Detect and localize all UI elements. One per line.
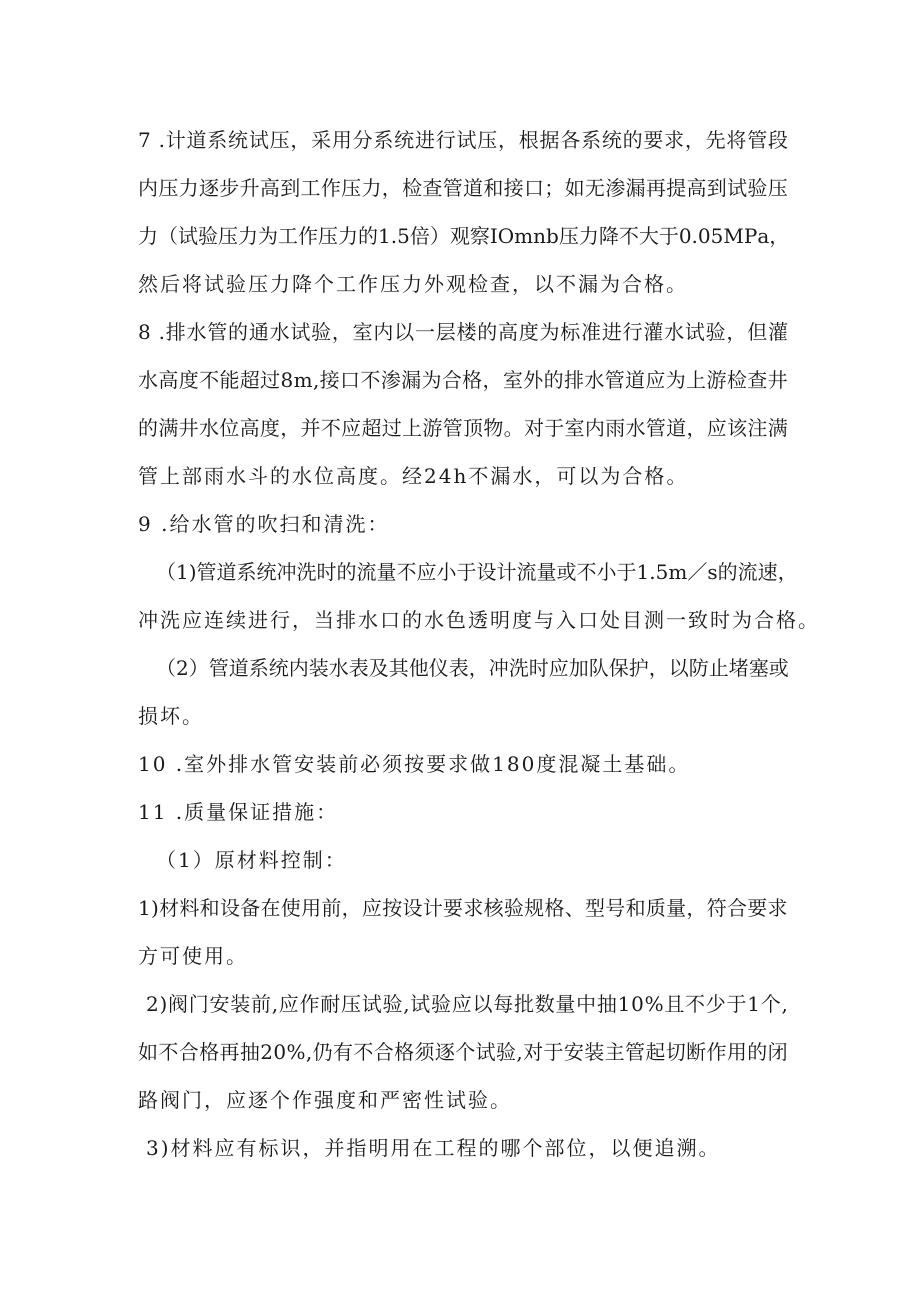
item-2-line-1: 2 ) 阀 门 安 装 前 , 应 作 耐 压 试 验 , 试 验 应 以 每 批 数 量 中 抽 1 0 % 且 不 少 于 1 个 , [146, 992, 788, 1016]
item-1-line-1: 1 ) 材 料 和 设 备 在 使 用 前 ， 应 按 设 计 要 求 核 验 规 格 、 型 号 和 质 量 ， 符 合 要 求 [138, 896, 788, 920]
paragraph-8-line-3: 的 满 井 水 位 高 度 ， 并 不 应 超 过 上 游 管 顶 物 。 对 于 室 内 雨 水 管 道 ， 应 该 注 满 [138, 416, 788, 440]
paragraph-8-line-1: 8 . 排 水 管 的 通 水 试 验 ， 室 内 以 一 层 楼 的 高 度 为 标 准 进 行 灌 水 试 验 ， 但 灌 [138, 320, 788, 344]
paragraph-9-item-1-line-2: 冲洗应连续进行，当排水口的水色透明度与入口处目测一致时为合格。 [138, 608, 820, 632]
item-1-line-2: 方可使用。 [138, 944, 248, 968]
paragraph-9-item-2-line-2: 损坏。 [138, 704, 204, 728]
item-2-line-3: 路阀门，应逐个作强度和严密性试验。 [138, 1088, 512, 1112]
item-3-line-1: 3)材料应有标识，并指明用在工程的哪个部位，以便追溯。 [146, 1136, 721, 1160]
paragraph-7-line-1: 7 . 计 道 系 统 试 压 ， 采 用 分 系 统 进 行 试 压 ， 根 据 各 系 统 的 要 求 ， 先 将 管 段 [138, 128, 788, 152]
item-2-line-2: 如 不 合 格 再 抽 2 0 % , 仍 有 不 合 格 须 逐 个 试 验 , 对 于 安 装 主 管 起 切 断 作 用 的 闭 [138, 1040, 788, 1064]
paragraph-7-line-2: 内 压 力 逐 步 升 高 到 工 作 压 力 ， 检 查 管 道 和 接 口 ； 如 无 渗 漏 再 提 高 到 试 验 压 [138, 176, 788, 200]
paragraph-8-line-2: 水 高 度 不 能 超 过 8 m , 接 口 不 渗 漏 为 合 格 ， 室 外 的 排 水 管 道 应 为 上 游 检 查 井 [138, 368, 788, 392]
paragraph-7-line-4: 然后将试验压力降个工作压力外观检查，以不漏为合格。 [138, 272, 688, 296]
paragraph-9-heading: 9 .给水管的吹扫和清洗： [138, 512, 390, 536]
paragraph-10: 10 .室外排水管安装前必须按要求做180度混凝土基础。 [138, 752, 691, 776]
paragraph-9-item-1-line-1: （ 1 ) 管 道 系 统 冲 洗 时 的 流 量 不 应 小 于 设 计 流 量 或 不 小 于 1 . 5 m ／ s 的 流 速 ， [156, 560, 798, 584]
paragraph-8-line-4: 管上部雨水斗的水位高度。经24h不漏水，可以为合格。 [138, 464, 689, 488]
paragraph-11-heading: 11 .质量保证措施： [138, 800, 339, 824]
paragraph-7-line-3: 力 （ 试 验 压 力 为 工 作 压 力 的 1 . 5 倍 ） 观 察 I O m n b 压 力 降 不 大 于 0 . 0 5 M P a ， [138, 224, 790, 248]
paragraph-9-item-2-line-1: （ 2 ） 管 道 系 统 内 装 水 表 及 其 他 仪 表 ， 冲 洗 时 应 加 队 保 护 ， 以 防 止 堵 塞 或 [156, 656, 789, 680]
paragraph-11-subheading: （1）原材料控制： [156, 848, 347, 872]
